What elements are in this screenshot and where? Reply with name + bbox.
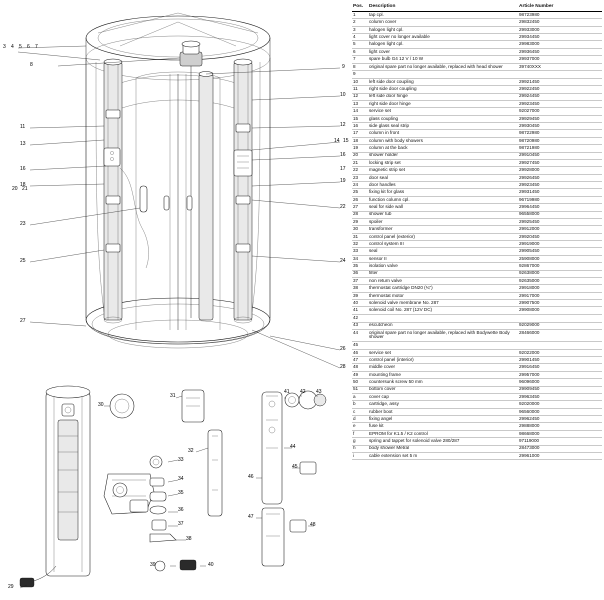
- table-row: [352, 248, 602, 255]
- table-row: [352, 26, 602, 33]
- cell-description: spring and tappet for solenoid valve 280/287: [368, 438, 518, 445]
- table-row: [352, 70, 602, 78]
- table-row: [352, 159, 602, 166]
- cell-article-number: 96096000: [518, 379, 602, 386]
- cell-description: bottom cover: [368, 386, 518, 393]
- table-row: [352, 218, 602, 225]
- cell-pos: 35: [352, 263, 368, 270]
- parts-table-body: [352, 11, 602, 459]
- cell-description: column cover: [368, 19, 518, 26]
- cell-article-number: 92867000: [518, 263, 602, 270]
- cell-pos: 23: [352, 174, 368, 181]
- callout-23: 23: [20, 221, 26, 227]
- cell-pos: 12: [352, 93, 368, 100]
- cell-article-number: 29962450: [518, 416, 602, 423]
- cell-article-number: [518, 314, 602, 322]
- table-row: [352, 34, 602, 41]
- cell-description: column in front: [368, 130, 518, 137]
- cell-pos: 49: [352, 371, 368, 378]
- callout-7: 7: [35, 44, 38, 50]
- cell-description: transformer: [368, 226, 518, 233]
- table-row: [352, 145, 602, 152]
- cell-pos: b: [352, 401, 368, 408]
- cell-description: shower holder: [368, 152, 518, 159]
- callout-24: 24: [340, 258, 346, 264]
- callout-5: 5: [19, 44, 22, 50]
- cell-article-number: 98723980: [518, 11, 602, 18]
- cell-article-number: [518, 341, 602, 349]
- cell-pos: 18: [352, 137, 368, 144]
- callout-28: 28: [340, 364, 346, 370]
- cell-pos: 15: [352, 115, 368, 122]
- table-row: [352, 123, 602, 130]
- table-row: [352, 341, 602, 349]
- cell-description: fuse kit: [368, 423, 518, 430]
- table-row: [352, 115, 602, 122]
- cell-description: function column cpl.: [368, 196, 518, 203]
- table-header-row: [352, 4, 602, 11]
- cell-description: halogen light cpl.: [368, 41, 518, 48]
- cell-article-number: 92020000: [518, 401, 602, 408]
- cell-article-number: 29918000: [518, 285, 602, 292]
- cell-article-number: 29921450: [518, 78, 602, 85]
- cell-article-number: 39740XXX: [518, 63, 602, 70]
- cell-article-number: 29931450: [518, 189, 602, 196]
- cell-description: middle cover: [368, 364, 518, 371]
- callout-14: 14: [334, 138, 340, 144]
- cell-pos: 22: [352, 167, 368, 174]
- cell-pos: 50: [352, 379, 368, 386]
- cell-description: spare bulb G4 12 V / 10 W: [368, 56, 518, 63]
- table-row: [352, 445, 602, 452]
- cell-pos: 45: [352, 341, 368, 349]
- cell-article-number: 29928000: [518, 167, 602, 174]
- callout-46: 46: [248, 474, 254, 480]
- cell-pos: 11: [352, 86, 368, 93]
- cell-description: side glass seal strip: [368, 123, 518, 130]
- table-row: [352, 357, 602, 364]
- table-row: [352, 41, 602, 48]
- table-row: [352, 182, 602, 189]
- cell-description: door seal: [368, 174, 518, 181]
- table-row: [352, 56, 602, 63]
- cell-pos: 19: [352, 145, 368, 152]
- cell-article-number: 29909450: [518, 386, 602, 393]
- table-row: [352, 93, 602, 100]
- cell-article-number: 29910450: [518, 152, 602, 159]
- cell-pos: 43: [352, 322, 368, 329]
- callout-10: 10: [340, 92, 346, 98]
- cell-pos: d: [352, 416, 368, 423]
- cell-description: right side door coupling: [368, 86, 518, 93]
- cell-article-number: 29963450: [518, 393, 602, 400]
- cell-article-number: 29983000: [518, 41, 602, 48]
- table-row: [352, 255, 602, 262]
- cell-article-number: 96558000: [518, 211, 602, 218]
- cell-article-number: 29957000: [518, 371, 602, 378]
- cell-description: isolation valve: [368, 263, 518, 270]
- callout-36: 36: [178, 507, 184, 513]
- table-row: [352, 371, 602, 378]
- callout-44: 44: [290, 444, 296, 450]
- cell-pos: 27: [352, 204, 368, 211]
- cell-article-number: 29933000: [518, 26, 602, 33]
- callout-38: 38: [186, 536, 192, 542]
- cell-description: glass coupling: [368, 115, 518, 122]
- table-row: [352, 416, 602, 423]
- cell-article-number: 28466000: [518, 329, 602, 341]
- cell-article-number: 29912000: [518, 226, 602, 233]
- table-row: [352, 452, 602, 459]
- table-row: [352, 241, 602, 248]
- table-row: [352, 19, 602, 26]
- table-row: [352, 48, 602, 55]
- cell-description: door handles: [368, 182, 518, 189]
- cell-article-number: 29934450: [518, 34, 602, 41]
- cell-description: service set: [368, 349, 518, 356]
- cell-description: body shower Metral: [368, 445, 518, 452]
- callout-35: 35: [178, 490, 184, 496]
- table-row: [352, 423, 602, 430]
- cell-pos: 20: [352, 152, 368, 159]
- cell-article-number: 28473000: [518, 445, 602, 452]
- table-row: [352, 211, 602, 218]
- callout-32: 32: [188, 448, 194, 454]
- cell-pos: 44: [352, 329, 368, 341]
- callout-19: 19: [340, 178, 346, 184]
- cell-description: mounting frame: [368, 371, 518, 378]
- cell-pos: a: [352, 393, 368, 400]
- table-row: [352, 63, 602, 70]
- cell-description: sensor II: [368, 255, 518, 262]
- cell-article-number: 96719980: [518, 196, 602, 203]
- cell-pos: 3: [352, 26, 368, 33]
- cell-article-number: 98720980: [518, 137, 602, 144]
- cell-pos: 4: [352, 34, 368, 41]
- callout-11: 11: [20, 124, 26, 130]
- table-row: [352, 349, 602, 356]
- cell-article-number: 29925450: [518, 218, 602, 225]
- callout-31: 31: [170, 393, 176, 399]
- cell-article-number: 92029000: [518, 322, 602, 329]
- cell-pos: 30: [352, 226, 368, 233]
- cell-article-number: 29920450: [518, 233, 602, 240]
- cell-pos: 31: [352, 233, 368, 240]
- cell-pos: 2: [352, 19, 368, 26]
- cell-article-number: 29917000: [518, 292, 602, 299]
- cell-description: control panel (exterior): [368, 233, 518, 240]
- callout-29: 29: [8, 584, 14, 590]
- table-row: [352, 285, 602, 292]
- cell-pos: 51: [352, 386, 368, 393]
- cell-pos: 16: [352, 123, 368, 130]
- cell-article-number: 29832450: [518, 19, 602, 26]
- cell-article-number: 29923450: [518, 182, 602, 189]
- cell-description: seal: [368, 248, 518, 255]
- header-description: Description: [368, 4, 518, 11]
- valve-group-detail: [104, 390, 222, 571]
- cell-article-number: 29937000: [518, 56, 602, 63]
- callout-25: 25: [20, 258, 26, 264]
- cell-pos: 47: [352, 357, 368, 364]
- cell-pos: 26: [352, 196, 368, 203]
- callout-37: 37: [178, 521, 184, 527]
- cell-pos: 24: [352, 182, 368, 189]
- cell-pos: 46: [352, 349, 368, 356]
- cell-pos: 48: [352, 364, 368, 371]
- cell-article-number: 29888000: [518, 423, 602, 430]
- table-row: [352, 189, 602, 196]
- cell-pos: c: [352, 408, 368, 415]
- cell-article-number: 97119000: [518, 438, 602, 445]
- table-row: [352, 277, 602, 284]
- cell-article-number: [518, 70, 602, 78]
- header-article-number: Article Number: [518, 4, 602, 11]
- cell-article-number: 29961000: [518, 452, 602, 459]
- table-row: [352, 167, 602, 174]
- cell-article-number: 29919000: [518, 241, 602, 248]
- callout-47: 47: [248, 514, 254, 520]
- table-row: [352, 401, 602, 408]
- cell-pos: 13: [352, 100, 368, 107]
- callout-13: 13: [20, 141, 26, 147]
- cell-description: service set: [368, 108, 518, 115]
- cell-pos: i: [352, 452, 368, 459]
- cell-description: fixing angel: [368, 416, 518, 423]
- table-row: [352, 322, 602, 329]
- cell-article-number: 29908000: [518, 307, 602, 314]
- cell-description: thermostat cartridge DN20 (¾"): [368, 285, 518, 292]
- cell-pos: 1: [352, 11, 368, 18]
- cell-pos: 8: [352, 63, 368, 70]
- table-row: [352, 364, 602, 371]
- cell-description: seal for side wall: [368, 204, 518, 211]
- cell-description: halogen light cpl.: [368, 26, 518, 33]
- cell-description: right side door hinge: [368, 100, 518, 107]
- callout-42: 42: [300, 389, 306, 395]
- table-row: [352, 430, 602, 437]
- cell-pos: 34: [352, 255, 368, 262]
- cell-description: EPROM for K1.5 / K2 control: [368, 430, 518, 437]
- callout-34: 34: [178, 476, 184, 482]
- cell-article-number: 98668000: [518, 430, 602, 437]
- cell-pos: 5: [352, 41, 368, 48]
- cell-pos: 21: [352, 159, 368, 166]
- cell-article-number: 98722980: [518, 130, 602, 137]
- cell-description: solenoid valve membrane No. 287: [368, 300, 518, 307]
- cell-description: column with body showers: [368, 137, 518, 144]
- table-row: [352, 379, 602, 386]
- cell-article-number: 92638000: [518, 270, 602, 277]
- cell-pos: 10: [352, 78, 368, 85]
- cell-description: tap cpl.: [368, 11, 518, 18]
- table-row: [352, 174, 602, 181]
- callout-41: 41: [284, 389, 290, 395]
- table-row: [352, 196, 602, 203]
- table-row: [352, 438, 602, 445]
- cell-article-number: 29923450: [518, 100, 602, 107]
- callout-8: 8: [30, 62, 33, 68]
- cell-pos: 36: [352, 270, 368, 277]
- table-row: [352, 137, 602, 144]
- cell-pos: 42: [352, 314, 368, 322]
- table-row: [352, 386, 602, 393]
- table-row: [352, 78, 602, 85]
- column-internals-detail: [20, 386, 90, 588]
- table-row: [352, 152, 602, 159]
- cell-description: [368, 314, 518, 322]
- callout-39: 39: [150, 562, 156, 568]
- table-row: [352, 263, 602, 270]
- callout-30: 30: [98, 402, 104, 408]
- table-row: [352, 314, 602, 322]
- cell-description: [368, 341, 518, 349]
- cell-description: thermostat motor: [368, 292, 518, 299]
- cell-pos: 28: [352, 211, 368, 218]
- cell-article-number: 29936450: [518, 48, 602, 55]
- callout-21: 21: [22, 186, 28, 192]
- cell-description: magnetic strip set: [368, 167, 518, 174]
- table-row: [352, 233, 602, 240]
- cell-description: cover cap: [368, 393, 518, 400]
- table-row: [352, 130, 602, 137]
- parts-table-container: [352, 4, 602, 596]
- table-row: [352, 292, 602, 299]
- cell-description: control system III: [368, 241, 518, 248]
- cell-article-number: 29901450: [518, 357, 602, 364]
- shower-cabin-assembly: [18, 13, 340, 368]
- callout-17: 17: [340, 166, 346, 172]
- cell-pos: 14: [352, 108, 368, 115]
- cell-description: filter: [368, 270, 518, 277]
- table-row: [352, 100, 602, 107]
- table-row: [352, 307, 602, 314]
- cell-pos: f: [352, 430, 368, 437]
- table-row: [352, 300, 602, 307]
- cell-description: original spare part no longer available, replaced with Bodywette Body shower: [368, 329, 518, 341]
- cell-article-number: 92022000: [518, 349, 602, 356]
- callout-20: 20: [12, 186, 18, 192]
- header-pos: Pos.: [352, 4, 368, 11]
- callout-4: 4: [11, 44, 14, 50]
- callout-27: 27: [20, 318, 26, 324]
- callout-12: 12: [340, 122, 346, 128]
- callout-40: 40: [208, 562, 214, 568]
- cell-article-number: 29964450: [518, 204, 602, 211]
- cell-description: control panel (interior): [368, 357, 518, 364]
- table-row: [352, 108, 602, 115]
- cell-article-number: 29930450: [518, 123, 602, 130]
- cell-pos: 25: [352, 189, 368, 196]
- parts-table: [352, 4, 602, 460]
- callout-43: 43: [316, 389, 322, 395]
- cell-description: light cover: [368, 48, 518, 55]
- cell-article-number: 98721980: [518, 145, 602, 152]
- cell-description: rubber boot: [368, 408, 518, 415]
- callout-22: 22: [340, 204, 346, 210]
- cell-description: column at the back: [368, 145, 518, 152]
- cell-description: cable extension set 5 m: [368, 452, 518, 459]
- cell-article-number: 29929450: [518, 115, 602, 122]
- table-row: [352, 11, 602, 18]
- cell-article-number: 92027000: [518, 108, 602, 115]
- callout-9: 9: [342, 64, 345, 70]
- callout-48: 48: [310, 522, 316, 528]
- cell-description: spoiler: [368, 218, 518, 225]
- cell-article-number: 29922450: [518, 86, 602, 93]
- cell-description: left side door coupling: [368, 78, 518, 85]
- cell-description: shower tub: [368, 211, 518, 218]
- callout-26: 26: [340, 346, 346, 352]
- cell-pos: e: [352, 423, 368, 430]
- cell-pos: 17: [352, 130, 368, 137]
- cell-article-number: 92635000: [518, 277, 602, 284]
- cell-pos: 38: [352, 285, 368, 292]
- callout-15: 15: [343, 138, 349, 144]
- cell-article-number: 29924450: [518, 93, 602, 100]
- cell-pos: h: [352, 445, 368, 452]
- cell-pos: 9: [352, 70, 368, 78]
- cell-description: solenoid coil No. 287 (12V DC): [368, 307, 518, 314]
- table-row: [352, 329, 602, 341]
- table-row: [352, 204, 602, 211]
- callout-18: 18: [20, 182, 26, 188]
- table-row: [352, 408, 602, 415]
- table-row: [352, 270, 602, 277]
- cell-pos: 41: [352, 307, 368, 314]
- table-row: [352, 393, 602, 400]
- cell-article-number: 29907500: [518, 300, 602, 307]
- panel-group-detail: [256, 391, 326, 566]
- callout-3: 3: [3, 44, 6, 50]
- cell-description: cartridge, assy: [368, 401, 518, 408]
- cell-description: escutcheon: [368, 322, 518, 329]
- cell-description: [368, 70, 518, 78]
- cell-article-number: 29916450: [518, 364, 602, 371]
- callout-45: 45: [292, 464, 298, 470]
- cell-description: locking strip set: [368, 159, 518, 166]
- cell-pos: 40: [352, 300, 368, 307]
- cell-pos: g: [352, 438, 368, 445]
- callout-16-left: 16: [20, 166, 26, 172]
- cell-description: left side door hinge: [368, 93, 518, 100]
- cell-pos: 37: [352, 277, 368, 284]
- cell-description: countersunk screw 50 mm: [368, 379, 518, 386]
- cell-pos: 29: [352, 218, 368, 225]
- cell-description: fixing kit for glass: [368, 189, 518, 196]
- callout-6: 6: [27, 44, 30, 50]
- cell-article-number: 25908000: [518, 255, 602, 262]
- cell-description: non return valve: [368, 277, 518, 284]
- cell-pos: 7: [352, 56, 368, 63]
- cell-pos: 39: [352, 292, 368, 299]
- callout-33: 33: [178, 457, 184, 463]
- cell-description: original spare part no longer available, replaced with head shower: [368, 63, 518, 70]
- cell-pos: 33: [352, 248, 368, 255]
- callout-16-right: 16: [340, 152, 346, 158]
- cell-article-number: 96560000: [518, 408, 602, 415]
- cell-pos: 6: [352, 48, 368, 55]
- cell-article-number: 29926450: [518, 174, 602, 181]
- cell-description: light cover no longer available: [368, 34, 518, 41]
- table-row: [352, 86, 602, 93]
- cell-article-number: 29927450: [518, 159, 602, 166]
- cell-pos: 32: [352, 241, 368, 248]
- cell-article-number: 29905450: [518, 248, 602, 255]
- table-row: [352, 226, 602, 233]
